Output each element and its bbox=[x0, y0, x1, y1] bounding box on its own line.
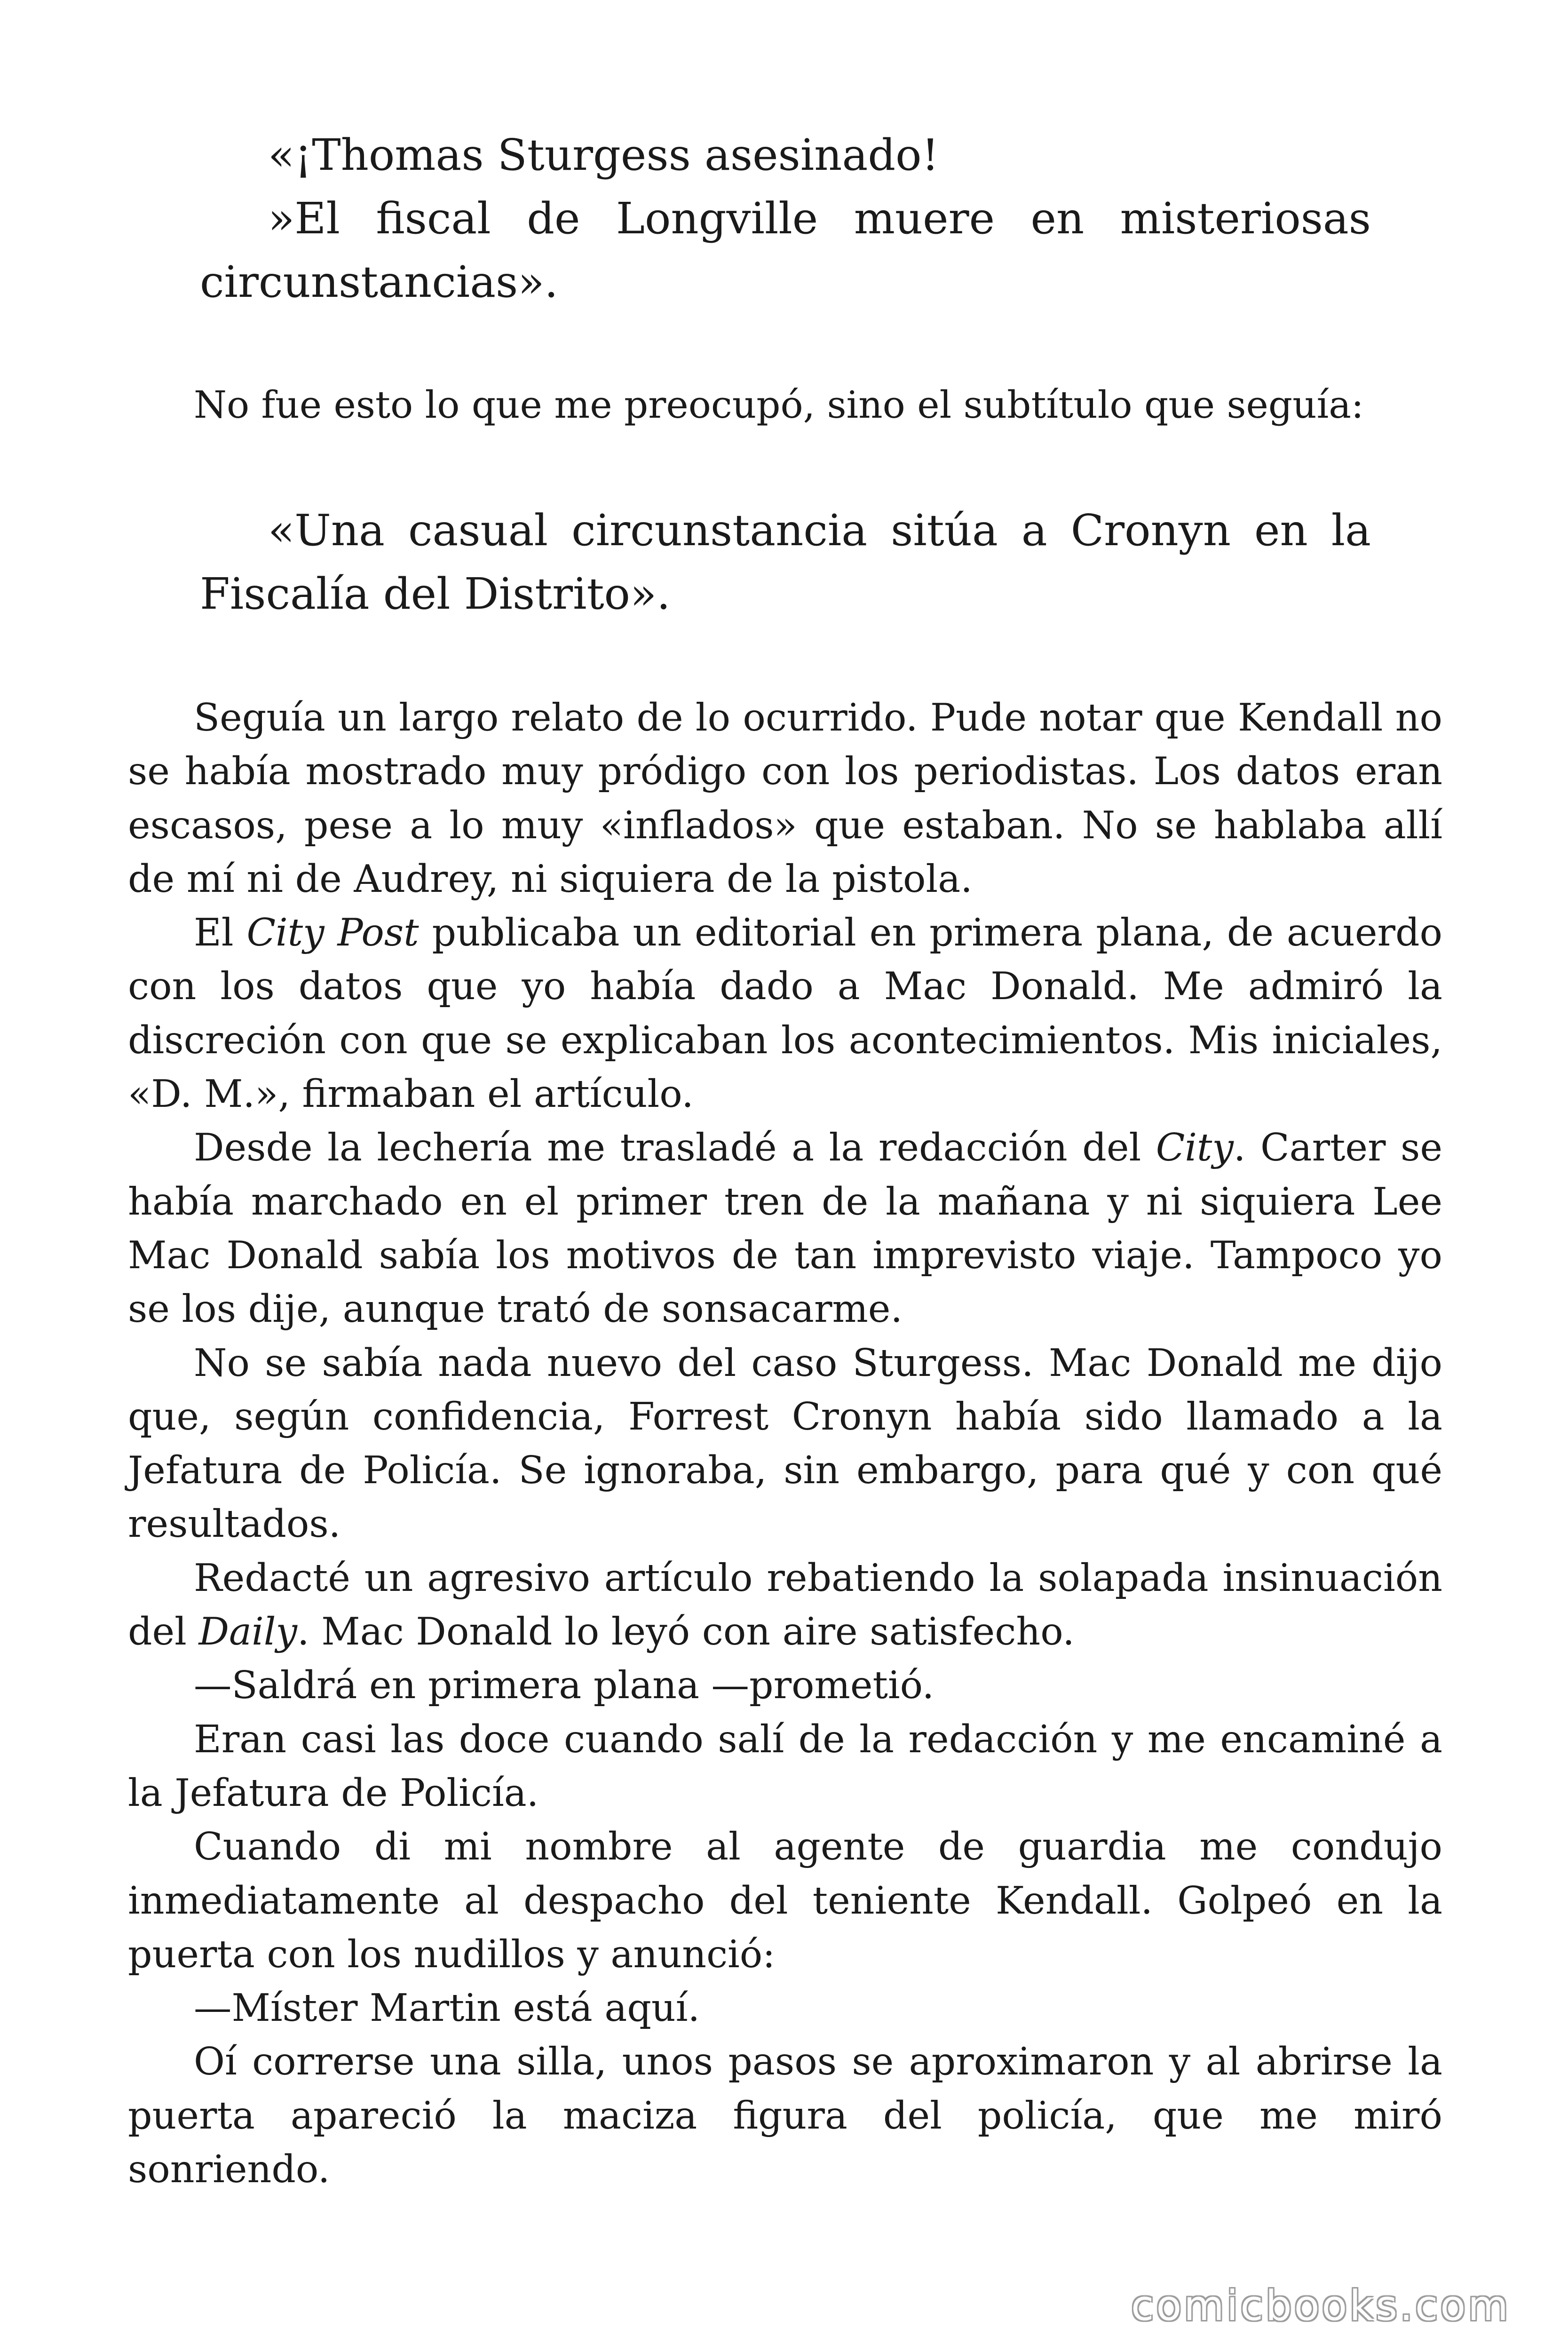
paragraph: No se sabía nada nuevo del caso Sturgess. Mac Donald me dijo que, según confidencia, Forrest Cronyn había sido llamado a la Jefatura de Policía. Se ignoraba, sin embargo, para qué y con qué resultados. bbox=[128, 1340, 1442, 1546]
text-run: publicaba un editorial en primera plana, de acuerdo con los datos que yo había dado a Mac Donald. Me admiró la discreción con que se explicaban los acontecimientos. Mis iniciales, «D. M.», firmaban el artículo. bbox=[128, 910, 1442, 1116]
paragraph: —Míster Martin está aquí. bbox=[194, 1986, 700, 2030]
italic-title: City bbox=[1156, 1125, 1234, 1170]
subtitle-line: «Una casual circunstancia sitúa a Cronyn en la Fiscalía del Distrito». bbox=[200, 505, 1371, 619]
paragraph: Cuando di mi nombre al agente de guardia me condujo inmediatamente al despacho del teniente Kendall. Golpeó en la puerta con los nudillos y anunció: bbox=[128, 1824, 1442, 1976]
text-run: . Mac Donald lo leyó con aire satisfecho. bbox=[297, 1609, 1075, 1654]
text-run: Redacté un agresivo artículo rebatiendo la solapada insinuación del bbox=[128, 1555, 1442, 1654]
paragraph bbox=[128, 1551, 1442, 1659]
paragraph bbox=[128, 1120, 1442, 1335]
body-text bbox=[128, 691, 1442, 2196]
paragraph: Oí correrse una silla, unos pasos se aproximaron y al abrirse la puerta apareció la maciza figura del policía, que me miró sonriendo. bbox=[128, 2039, 1442, 2192]
headline-line: «¡Thomas Sturgess asesinado! bbox=[268, 130, 939, 180]
intro-paragraph: No fue esto lo que me preocupó, sino el subtítulo que seguía: bbox=[194, 383, 1364, 427]
text-run: El bbox=[194, 910, 247, 955]
watermark: comicbooks.com bbox=[1131, 2281, 1511, 2330]
italic-title: Daily bbox=[198, 1609, 298, 1654]
text-run: . Carter se había marchado en el primer tren de la mañana y ni siquiera Lee Mac Donald sabía los motivos de tan imprevisto viaje. Tampoco yo se los dije, aunque trató de sonsacarme. bbox=[128, 1125, 1442, 1331]
newspaper-subtitle bbox=[200, 499, 1371, 626]
paragraph bbox=[128, 906, 1442, 1120]
newspaper-headline bbox=[200, 123, 1371, 314]
italic-title: City Post bbox=[246, 910, 419, 955]
paragraph: —Saldrá en primera plana —prometió. bbox=[194, 1663, 934, 1708]
headline-line: »El fiscal de Longville muere en misteriosas circunstancias». bbox=[200, 193, 1371, 307]
paragraph: Eran casi las doce cuando salí de la redacción y me encaminé a la Jefatura de Policía. bbox=[128, 1716, 1442, 1815]
paragraph: Seguía un largo relato de lo ocurrido. Pude notar que Kendall no se había mostrado muy pródigo con los periodistas. Los datos eran escasos, pese a lo muy «inflados» que estaban. No se hablaba allí de mí ni de Audrey, ni siquiera de la pistola. bbox=[128, 695, 1442, 901]
text-run: Desde la lechería me trasladé a la redacción del bbox=[194, 1125, 1156, 1170]
